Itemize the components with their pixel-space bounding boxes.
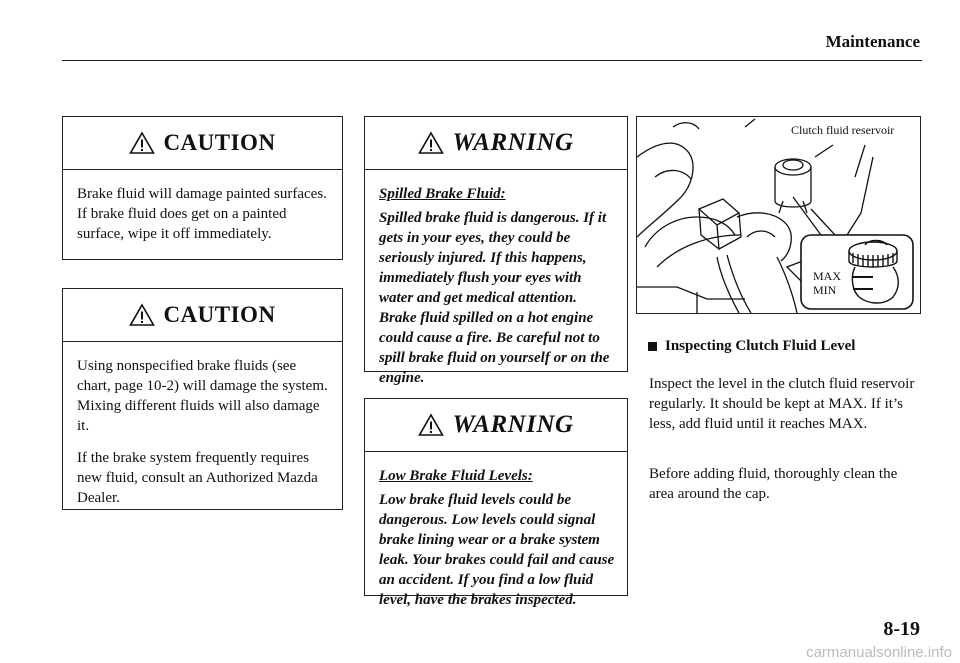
warning-text: Low brake fluid levels could be dangerous. Low levels could signal brake lining wear or a brake system leak. Your brakes could fail and cause an accident. If you find a low fluid level, have the brakes inspected. bbox=[379, 492, 615, 608]
warning-header bbox=[365, 399, 627, 452]
section-title: Maintenance bbox=[825, 32, 920, 51]
warning-subtitle: Spilled Brake Fluid: bbox=[379, 186, 506, 202]
warning-triangle-icon bbox=[418, 131, 444, 155]
caution-text: Using nonspecified brake fluids (see chart, page 10-2) will damage the system. Mixing different fluids will also damage it. bbox=[77, 358, 328, 434]
warning-triangle-icon bbox=[418, 413, 444, 437]
warning-box-low-level bbox=[364, 398, 628, 608]
warning-header bbox=[365, 117, 627, 170]
instruction-paragraph: Inspect the level in the clutch fluid reservoir regularly. It should be kept at MAX. If it’s less, add fluid until it reaches MAX. bbox=[649, 376, 915, 432]
warning-label: WARNING bbox=[452, 129, 574, 156]
min-level-label: MIN bbox=[813, 283, 837, 297]
section-heading-text: Inspecting Clutch Fluid Level bbox=[665, 338, 856, 354]
instruction-paragraph: Before adding fluid, thoroughly clean the area around the cap. bbox=[649, 466, 898, 502]
warning-triangle-icon bbox=[129, 131, 155, 155]
warning-subtitle: Low Brake Fluid Levels: bbox=[379, 468, 533, 484]
warning-text: Spilled brake fluid is dangerous. If it gets in your eyes, they could be seriously injured. If this happens, immediately flush your eyes with water and get medical attention. Brake fluid spilled on a hot engine could cause a fire. Be careful not to spill brake fluid on yourself or on the engine. bbox=[379, 210, 610, 386]
bullet-square-icon bbox=[648, 342, 657, 351]
section-heading bbox=[648, 338, 855, 355]
caution-text: If the brake system frequently requires new fluid, consult an Authorized Mazda Dealer. bbox=[77, 450, 318, 506]
caution-label: CAUTION bbox=[163, 302, 276, 327]
warning-body bbox=[365, 452, 627, 622]
caution-box-fluids bbox=[62, 288, 343, 510]
caution-box-paint bbox=[62, 116, 343, 260]
caution-label: CAUTION bbox=[163, 130, 276, 155]
warning-body bbox=[365, 170, 627, 400]
clutch-reservoir-illustration bbox=[636, 116, 921, 314]
caution-text: Brake fluid will damage painted surfaces. If brake fluid does get on a painted surface, wipe it off immediately. bbox=[77, 186, 327, 242]
caution-body bbox=[63, 342, 342, 520]
caution-body bbox=[63, 170, 342, 256]
max-level-label: MAX bbox=[813, 269, 842, 283]
header-divider bbox=[62, 60, 922, 61]
warning-box-spilled bbox=[364, 116, 628, 386]
page-number: 8-19 bbox=[883, 618, 920, 640]
warning-triangle-icon bbox=[129, 303, 155, 327]
caution-header bbox=[63, 289, 342, 342]
warning-label: WARNING bbox=[452, 411, 574, 438]
watermark: carmanualsonline.info bbox=[806, 644, 952, 661]
reservoir-callout-label: Clutch fluid reservoir bbox=[791, 123, 895, 137]
caution-header bbox=[63, 117, 342, 170]
engine-bay-drawing bbox=[637, 117, 921, 314]
